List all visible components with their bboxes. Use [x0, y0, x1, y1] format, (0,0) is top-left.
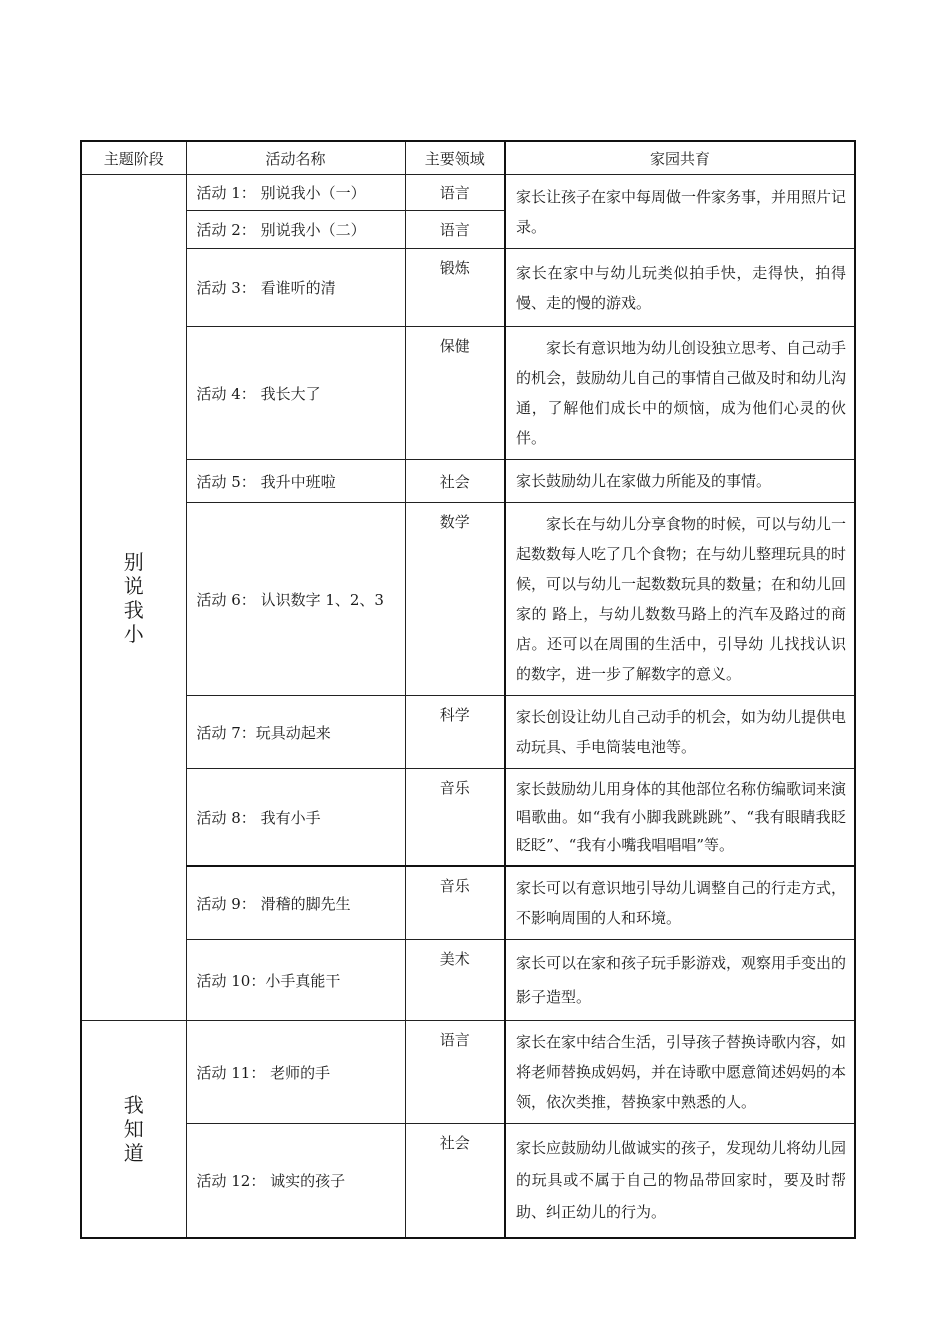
home-cell: 家长创设让幼儿自己动手的机会，如为幼儿提供电动玩具、手电筒装电池等。 — [505, 696, 855, 769]
domain-cell: 锻炼 — [405, 249, 505, 327]
table-row — [81, 1021, 855, 1124]
domain-cell: 音乐 — [405, 769, 505, 867]
domain-cell: 语言 — [405, 175, 505, 211]
activity-cell: 活动 10：小手真能干 — [186, 940, 405, 1021]
home-cell: 家长鼓励幼儿在家做力所能及的事情。 — [505, 460, 855, 503]
activity-cell: 活动 8： 我有小手 — [186, 769, 405, 867]
domain-cell: 社会 — [405, 1124, 505, 1238]
table-row — [81, 175, 855, 211]
home-cell: 家长在家中与幼儿玩类似拍手快，走得快，拍得慢、走的慢的游戏。 — [505, 249, 855, 327]
activity-cell: 活动 2： 别说我小（二） — [186, 211, 405, 249]
header-activity: 活动名称 — [186, 141, 405, 175]
domain-cell: 科学 — [405, 696, 505, 769]
header-home: 家园共育 — [505, 141, 855, 175]
table-row — [81, 866, 855, 940]
stage-cell-2: 我 知 道 — [81, 1021, 186, 1238]
table-row — [81, 940, 855, 1021]
domain-cell: 语言 — [405, 1021, 505, 1124]
header-row — [81, 141, 855, 175]
activity-cell: 活动 12： 诚实的孩子 — [186, 1124, 405, 1238]
home-cell: 家长有意识地为幼儿创设独立思考、自己动手的机会，鼓励幼儿自己的事情自己做及时和幼儿沟通，了解他们成长中的烦恼，成为他们心灵的伙伴。 — [505, 327, 855, 460]
domain-cell: 语言 — [405, 211, 505, 249]
domain-cell: 保健 — [405, 327, 505, 460]
activity-cell: 活动 3： 看谁听的清 — [186, 249, 405, 327]
activity-cell: 活动 4： 我长大了 — [186, 327, 405, 460]
home-cell: 家长鼓励幼儿用身体的其他部位名称仿编歌词来演唱歌曲。如“我有小脚我跳跳跳”、“我有眼睛我眨眨眨”、“我有小嘴我唱唱唱”等。 — [505, 769, 855, 867]
domain-cell: 数学 — [405, 503, 505, 696]
activity-cell: 活动 11： 老师的手 — [186, 1021, 405, 1124]
home-cell: 家长让孩子在家中每周做一件家务事，并用照片记录。 — [505, 175, 855, 249]
table-row — [81, 249, 855, 327]
header-domain: 主要领域 — [405, 141, 505, 175]
domain-cell: 音乐 — [405, 866, 505, 940]
home-cell: 家长可以在家和孩子玩手影游戏，观察用手变出的影子造型。 — [505, 940, 855, 1021]
table-row — [81, 696, 855, 769]
domain-cell: 美术 — [405, 940, 505, 1021]
activity-cell: 活动 7：玩具动起来 — [186, 696, 405, 769]
table-row — [81, 460, 855, 503]
header-stage: 主题阶段 — [81, 141, 186, 175]
table-row — [81, 503, 855, 696]
table-row — [81, 327, 855, 460]
activity-cell: 活动 9： 滑稽的脚先生 — [186, 866, 405, 940]
home-cell: 家长在与幼儿分享食物的时候，可以与幼儿一起数数每人吃了几个食物；在与幼儿整理玩具的时候，可以与幼儿一起数数玩具的数量；在和幼儿回家的 路上，与幼儿数数马路上的汽车及路过的商店。还可以在周围的生活中，引导幼 儿找找认识的数字，进一步了解数字的意义。 — [505, 503, 855, 696]
activity-table — [80, 140, 856, 1239]
table-row — [81, 1124, 855, 1238]
home-cell: 家长在家中结合生活，引导孩子替换诗歌内容，如将老师替换成妈妈，并在诗歌中愿意简述妈妈的本领，依次类推，替换家中熟悉的人。 — [505, 1021, 855, 1124]
activity-cell: 活动 6： 认识数字 1、2、3 — [186, 503, 405, 696]
stage-cell-1: 别 说 我 小 — [81, 175, 186, 1021]
table-row — [81, 769, 855, 867]
home-cell: 家长可以有意识地引导幼儿调整自己的行走方式，不影响周围的人和环境。 — [505, 866, 855, 940]
domain-cell: 社会 — [405, 460, 505, 503]
activity-cell: 活动 5： 我升中班啦 — [186, 460, 405, 503]
home-cell: 家长应鼓励幼儿做诚实的孩子，发现幼儿将幼儿园的玩具或不属于自己的物品带回家时，要及时帮助、纠正幼儿的行为。 — [505, 1124, 855, 1238]
document-page — [80, 140, 854, 1239]
activity-cell: 活动 1： 别说我小（一） — [186, 175, 405, 211]
